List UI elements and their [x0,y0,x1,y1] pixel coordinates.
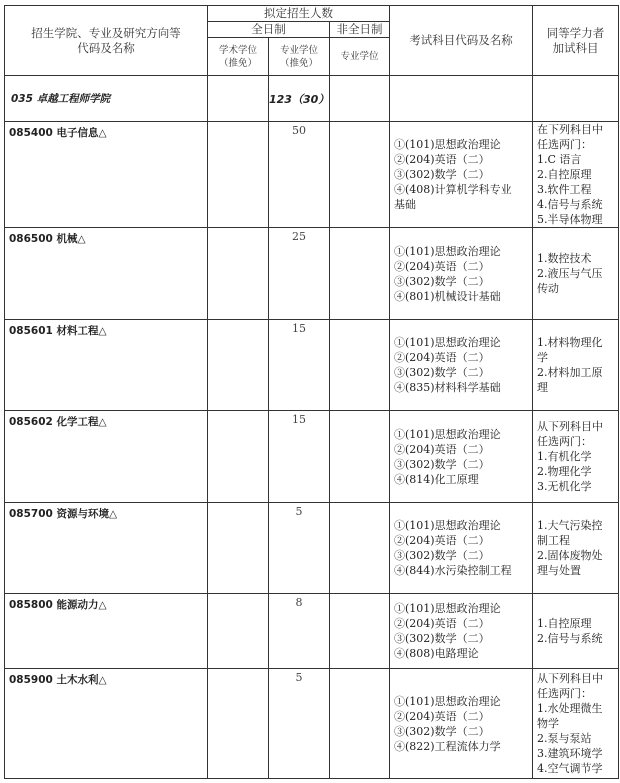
academic-count-cell [208,76,269,122]
exam-subject-line: ②(204)英语（二） [394,534,490,547]
extra-subject-line: 传动 [537,282,560,295]
extra-subject-line: 理与处置 [537,564,582,577]
extra-subject-line: 2.信号与系统 [537,632,603,645]
extra-subject-line: 4.空气调节学 [537,762,603,775]
extra-subject-line: 1.数控技术 [537,252,592,265]
table-row [5,411,619,503]
academic-quota-cell [208,594,269,669]
exam-subjects [390,669,533,779]
extra-subjects [533,320,619,411]
extra-subject-line: 任选两门： [537,687,593,700]
professional-quota: 8 [269,594,330,669]
extra-subject-line: 任选两门： [537,435,593,448]
extra-subject-line: 学 [537,351,549,364]
part-time-quota-cell [330,411,390,503]
exam-subject-line: ③(302)数学（二） [394,366,490,379]
exam-subject-line: ②(204)英语（二） [394,351,490,364]
exam-subject-line: ④(835)材料科学基础 [394,381,501,394]
extra-subject-line: 5.半导体物理 [537,213,603,226]
exam-subjects [390,503,533,594]
part-time-header: 非全日制 [330,22,390,38]
extra-subject-line: 2.泵与泵站 [537,732,592,745]
extra-subject-line: 在下列科目中 [537,123,604,136]
exam-subject-line: ④(408)计算机学科专业 [394,183,512,196]
part-time-quota-cell [330,122,390,228]
extra-subjects [533,122,619,228]
professional-quota: 15 [269,411,330,503]
extra-subject-line: 1.有机化学 [537,450,592,463]
extra-subject-line: 3.建筑环境学 [537,747,603,760]
exam-subject-line: ④(814)化工原理 [394,472,479,486]
exam-subject-line: 基础 [394,198,417,211]
exam-subject-line: ①(101)思想政治理论 [394,602,501,615]
extra-subjects [533,228,619,320]
academic-quota-cell [208,122,269,228]
exam-subject-line: ②(204)英语（二） [394,617,490,630]
extra-subject-line: 理 [537,381,549,394]
extra-subject-line: 物学 [537,717,560,730]
major-name: 086500 机械△ [5,228,208,320]
exam-subject-line: ①(101)思想政治理论 [394,244,501,258]
extra-subjects [533,503,619,594]
extra-subject-line: 从下列科目中 [537,420,604,433]
exam-subject-line: ③(302)数学（二） [394,632,490,645]
exam-subject-line: ③(302)数学（二） [394,549,490,562]
exam-subject-line: ②(204)英语（二） [394,153,490,166]
academic-quota-cell [208,669,269,779]
extra-subject-line: 2.液压与气压 [537,267,603,280]
extra-subjects-header [533,6,619,76]
extra-subject-line: 1.C 语言 [537,153,582,166]
academic-header-line: （推免） [218,57,257,69]
professional-degree-header [269,38,330,76]
extra-subject-line: 1.材料物理化 [537,336,603,349]
college-extra-cell [533,76,619,122]
major-name: 085800 能源动力△ [5,594,208,669]
major-name: 085400 电子信息△ [5,122,208,228]
professional-header-line: 专业学位 [279,44,318,56]
extra-header-line: 加试科目 [552,40,599,55]
exam-subjects-header: 考试科目代码及名称 [390,6,533,76]
extra-subject-line: 1.大气污染控 [537,519,603,532]
exam-subject-line: ①(101)思想政治理论 [394,694,501,708]
exam-subject-line: ①(101)思想政治理论 [394,336,501,349]
table-row [5,594,619,669]
exam-subjects [390,411,533,503]
extra-subject-line: 任选两门： [537,138,593,151]
part-time-quota-cell [330,594,390,669]
extra-subjects [533,411,619,503]
major-name: 085900 土木水利△ [5,669,208,779]
major-header-line: 招生学院、专业及研究方向等 [31,25,181,40]
academic-quota-cell [208,503,269,594]
extra-subject-line: 3.无机化学 [537,480,592,493]
major-name: 085601 材料工程△ [5,320,208,411]
exam-subject-line: ③(302)数学（二） [394,457,490,471]
part-time-quota-cell [330,228,390,320]
extra-subjects [533,669,619,779]
exam-subject-line: ①(101)思想政治理论 [394,519,501,532]
professional-quota: 15 [269,320,330,411]
plan-count-header: 拟定招生人数 [208,6,390,22]
admissions-table [4,5,619,779]
extra-subject-line: 2.自控原理 [537,168,592,181]
part-time-count-cell [330,76,390,122]
college-name: 035 卓越工程师学院 [5,76,208,122]
exam-subject-line: ④(801)机械设计基础 [394,289,501,303]
extra-subject-line: 2.物理化学 [537,465,592,478]
exam-subject-line: ④(808)电路理论 [394,647,479,660]
extra-subjects [533,594,619,669]
extra-subject-line: 1.自控原理 [537,617,592,630]
extra-subject-line: 2.固体废物处 [537,549,603,562]
extra-header-line: 同等学力者 [546,25,605,40]
academic-quota-cell [208,411,269,503]
table-row [5,228,619,320]
professional-quota: 5 [269,503,330,594]
exam-subject-line: ①(101)思想政治理论 [394,427,501,441]
extra-subject-line: 从下列科目中 [537,672,604,685]
table-row [5,669,619,779]
extra-subject-line: 制工程 [537,534,571,547]
exam-subjects [390,594,533,669]
extra-subject-line: 4.信号与系统 [537,198,603,211]
exam-subject-line: ③(302)数学（二） [394,274,490,288]
exam-subjects [390,320,533,411]
professional-header-line: （推免） [279,57,318,69]
college-subjects-cell [390,76,533,122]
exam-subject-line: ②(204)英语（二） [394,259,490,273]
professional-quota: 25 [269,228,330,320]
part-time-professional-header: 专业学位 [330,38,390,76]
part-time-quota-cell [330,320,390,411]
table-row [5,320,619,411]
table-row [5,122,619,228]
academic-header-line: 学术学位 [218,44,257,56]
major-header-line: 代码及名称 [77,40,135,55]
major-name: 085602 化学工程△ [5,411,208,503]
academic-degree-header [208,38,269,76]
college-count: 123（30） [269,76,330,122]
extra-subject-line: 1.水处理微生 [537,702,603,715]
academic-quota-cell [208,228,269,320]
exam-subject-line: ④(844)水污染控制工程 [394,564,512,577]
part-time-quota-cell [330,503,390,594]
major-column-header [5,6,208,76]
major-name: 085700 资源与环境△ [5,503,208,594]
professional-quota: 5 [269,669,330,779]
exam-subject-line: ②(204)英语（二） [394,709,490,723]
professional-quota: 50 [269,122,330,228]
extra-subject-line: 3.软件工程 [537,183,592,196]
exam-subjects [390,228,533,320]
exam-subject-line: ①(101)思想政治理论 [394,138,501,151]
full-time-header: 全日制 [208,22,330,38]
exam-subject-line: ④(822)工程流体力学 [394,739,501,753]
exam-subject-line: ②(204)英语（二） [394,442,490,456]
major-rows [5,122,619,779]
table-row [5,503,619,594]
exam-subjects [390,122,533,228]
exam-subject-line: ③(302)数学（二） [394,724,490,738]
part-time-quota-cell [330,669,390,779]
extra-subject-line: 2.材料加工原 [537,366,603,379]
academic-quota-cell [208,320,269,411]
exam-subject-line: ③(302)数学（二） [394,168,490,181]
